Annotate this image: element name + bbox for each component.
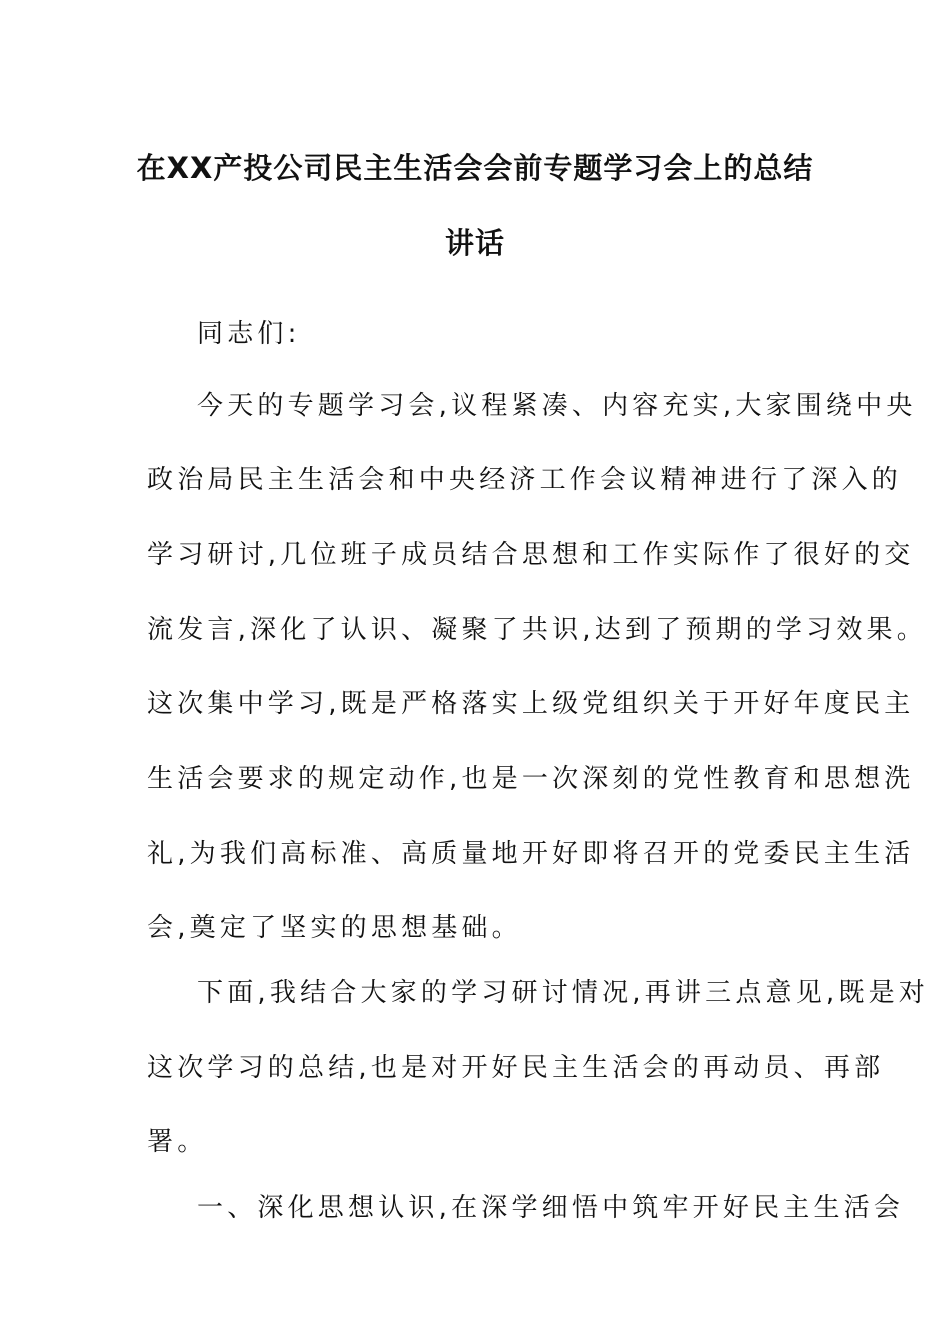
body-line: 生活会要求的规定动作,也是一次深刻的党性教育和思想洗 [147, 764, 915, 794]
document-title-line-1: 在XX产投公司民主生活会会前专题学习会上的总结 [136, 151, 814, 185]
section-heading-line: 一、深化思想认识,在深学细悟中筑牢开好民主生活会 [197, 1193, 905, 1223]
salutation: 同志们: [197, 319, 301, 349]
body-line: 流发言,深化了认识、凝聚了共识,达到了预期的学习效果。 [147, 615, 927, 645]
body-line: 学习研讨,几位班子成员结合思想和工作实际作了很好的交 [147, 540, 915, 570]
body-line: 礼,为我们高标准、高质量地开好即将召开的党委民主生活 [147, 839, 915, 869]
body-line: 这次集中学习,既是严格落实上级党组织关于开好年度民主 [147, 689, 915, 719]
document-title-line-2: 讲话 [444, 226, 505, 260]
body-line: 政治局民主生活会和中央经济工作会议精神进行了深入的 [147, 465, 903, 495]
body-line: 署。 [147, 1127, 208, 1157]
body-line: 这次学习的总结,也是对开好民主生活会的再动员、再部 [147, 1053, 885, 1083]
body-line: 今天的专题学习会,议程紧凑、内容充实,大家围绕中央 [197, 391, 917, 421]
body-line: 下面,我结合大家的学习研讨情况,再讲三点意见,既是对 [197, 978, 929, 1008]
body-line: 会,奠定了坚实的思想基础。 [147, 913, 522, 943]
